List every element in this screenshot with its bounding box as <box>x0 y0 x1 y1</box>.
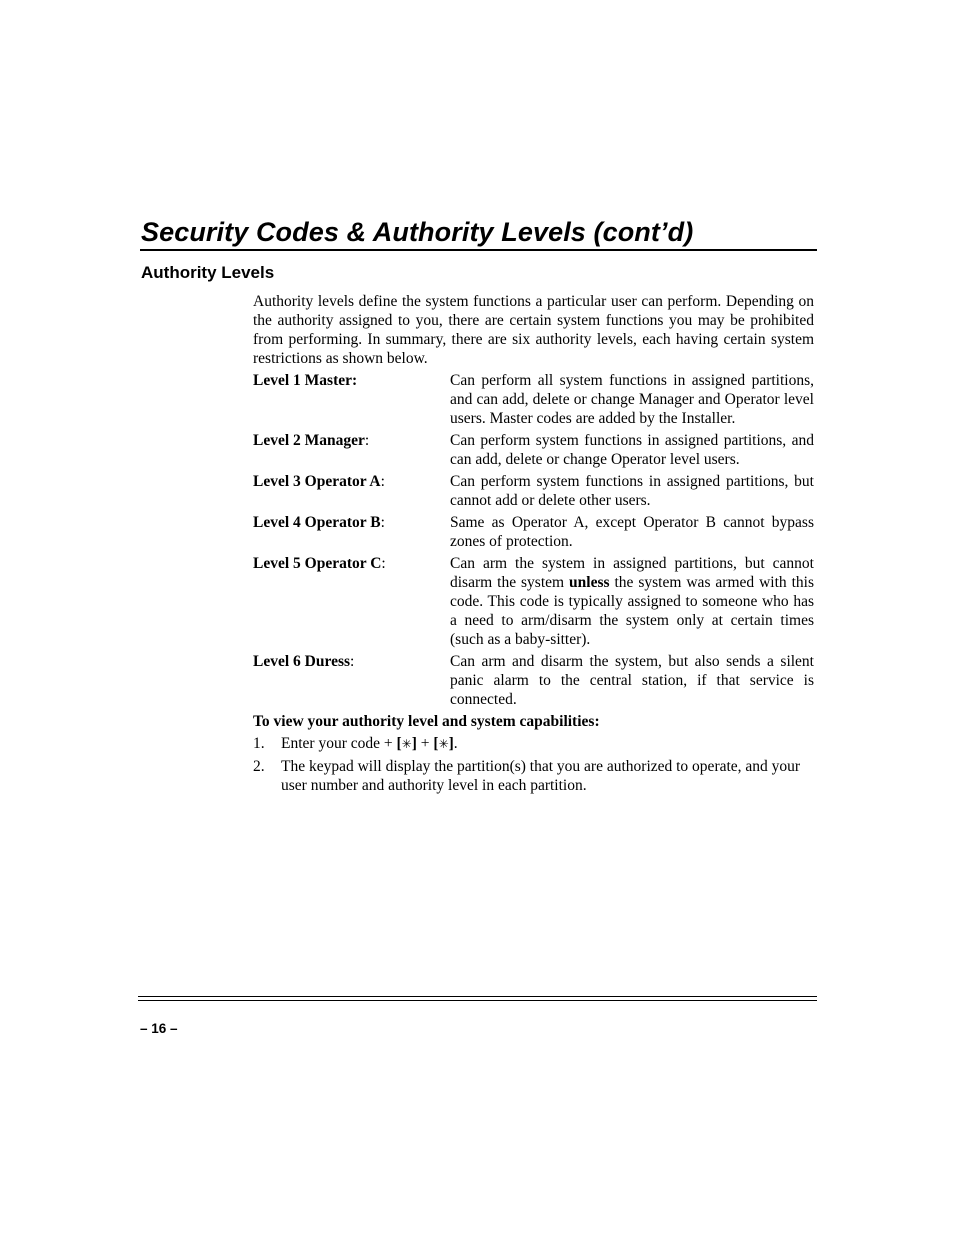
level-colon: : <box>381 555 386 572</box>
level-description: Can arm and disarm the system, but also sends a silent panic alarm to the central station, if that service is connected. <box>450 653 814 708</box>
level-label <box>253 652 450 709</box>
level-colon: : <box>380 514 385 531</box>
level-description-text: the system was armed with this code. This code is typically assigned to someone who has a need to arm/disarm the system only at certain times (such as a baby-sitter). <box>450 574 814 648</box>
step-text-part: + <box>416 735 434 752</box>
level-description: Same as Operator A, except Operator B cannot bypass zones of protection. <box>450 514 814 550</box>
level-description <box>450 554 814 649</box>
key-bracket: [ <box>396 735 402 752</box>
level-row <box>253 652 814 709</box>
star-key-icon: ✳ <box>438 737 449 751</box>
intro-paragraph: Authority levels define the system functions a particular user can perform. Depending on the authority assigned to you, there are certain system functions you may be prohibited from performing. In summary, there are six authority levels, each having certain system restrictions as shown below. <box>253 293 814 367</box>
level-name: Level 5 Operator C <box>253 555 382 572</box>
page-number: – 16 – <box>140 1021 178 1036</box>
level-name: Level 3 Operator A <box>253 473 381 490</box>
emphasis-text: unless <box>569 574 610 591</box>
level-row <box>253 554 814 649</box>
step-text-part: Enter your code + <box>281 735 397 752</box>
key-bracket: ] <box>448 735 454 752</box>
level-name: Level 1 Master: <box>253 372 358 389</box>
level-row <box>253 371 814 428</box>
star-key-icon: ✳ <box>401 737 412 751</box>
level-label <box>253 513 450 551</box>
level-label <box>253 554 450 649</box>
level-name: Level 6 Duress <box>253 653 351 670</box>
level-row <box>253 472 814 510</box>
level-row <box>253 431 814 469</box>
level-description: Can perform system functions in assigned partitions, and can add, delete or change Operator level users. <box>450 432 814 468</box>
footer-rule <box>138 996 817 997</box>
page-title: Security Codes & Authority Levels (cont’d) <box>141 217 694 247</box>
level-description-text: Can arm the system in assigned partitions, but cannot disarm the system <box>450 555 814 591</box>
step-number: 1. <box>253 735 265 752</box>
list-item <box>253 757 814 795</box>
level-label <box>253 472 450 510</box>
level-description: Can perform system functions in assigned partitions, but cannot add or delete other users. <box>450 473 814 509</box>
level-colon: : <box>380 473 385 490</box>
authority-level-list <box>253 371 814 709</box>
level-name: Level 2 Manager <box>253 432 365 449</box>
title-rule <box>140 249 817 251</box>
step-text: The keypad will display the partition(s) that you are authorized to operate, and your user number and authority level in each partition. <box>281 758 801 794</box>
key-bracket: ] <box>411 735 417 752</box>
level-colon: : <box>350 653 355 670</box>
level-label <box>253 371 450 428</box>
step-text-part: . <box>453 735 458 752</box>
view-authority-heading: To view your authority level and system capabilities: <box>253 713 600 730</box>
list-item <box>253 734 814 754</box>
instruction-steps <box>253 734 814 795</box>
level-name: Level 4 Operator B <box>253 514 381 531</box>
level-description: Can perform all system functions in assigned partitions, and can add, delete or change Manager and Operator level users. Master codes are added by the Installer. <box>450 372 814 427</box>
key-bracket: [ <box>433 735 439 752</box>
footer-rule <box>138 1000 817 1001</box>
level-label <box>253 431 450 469</box>
level-colon: : <box>364 432 370 449</box>
step-number: 2. <box>253 758 265 775</box>
main-content <box>253 292 814 798</box>
section-heading: Authority Levels <box>141 263 275 282</box>
step-text <box>281 734 814 754</box>
level-row <box>253 513 814 551</box>
